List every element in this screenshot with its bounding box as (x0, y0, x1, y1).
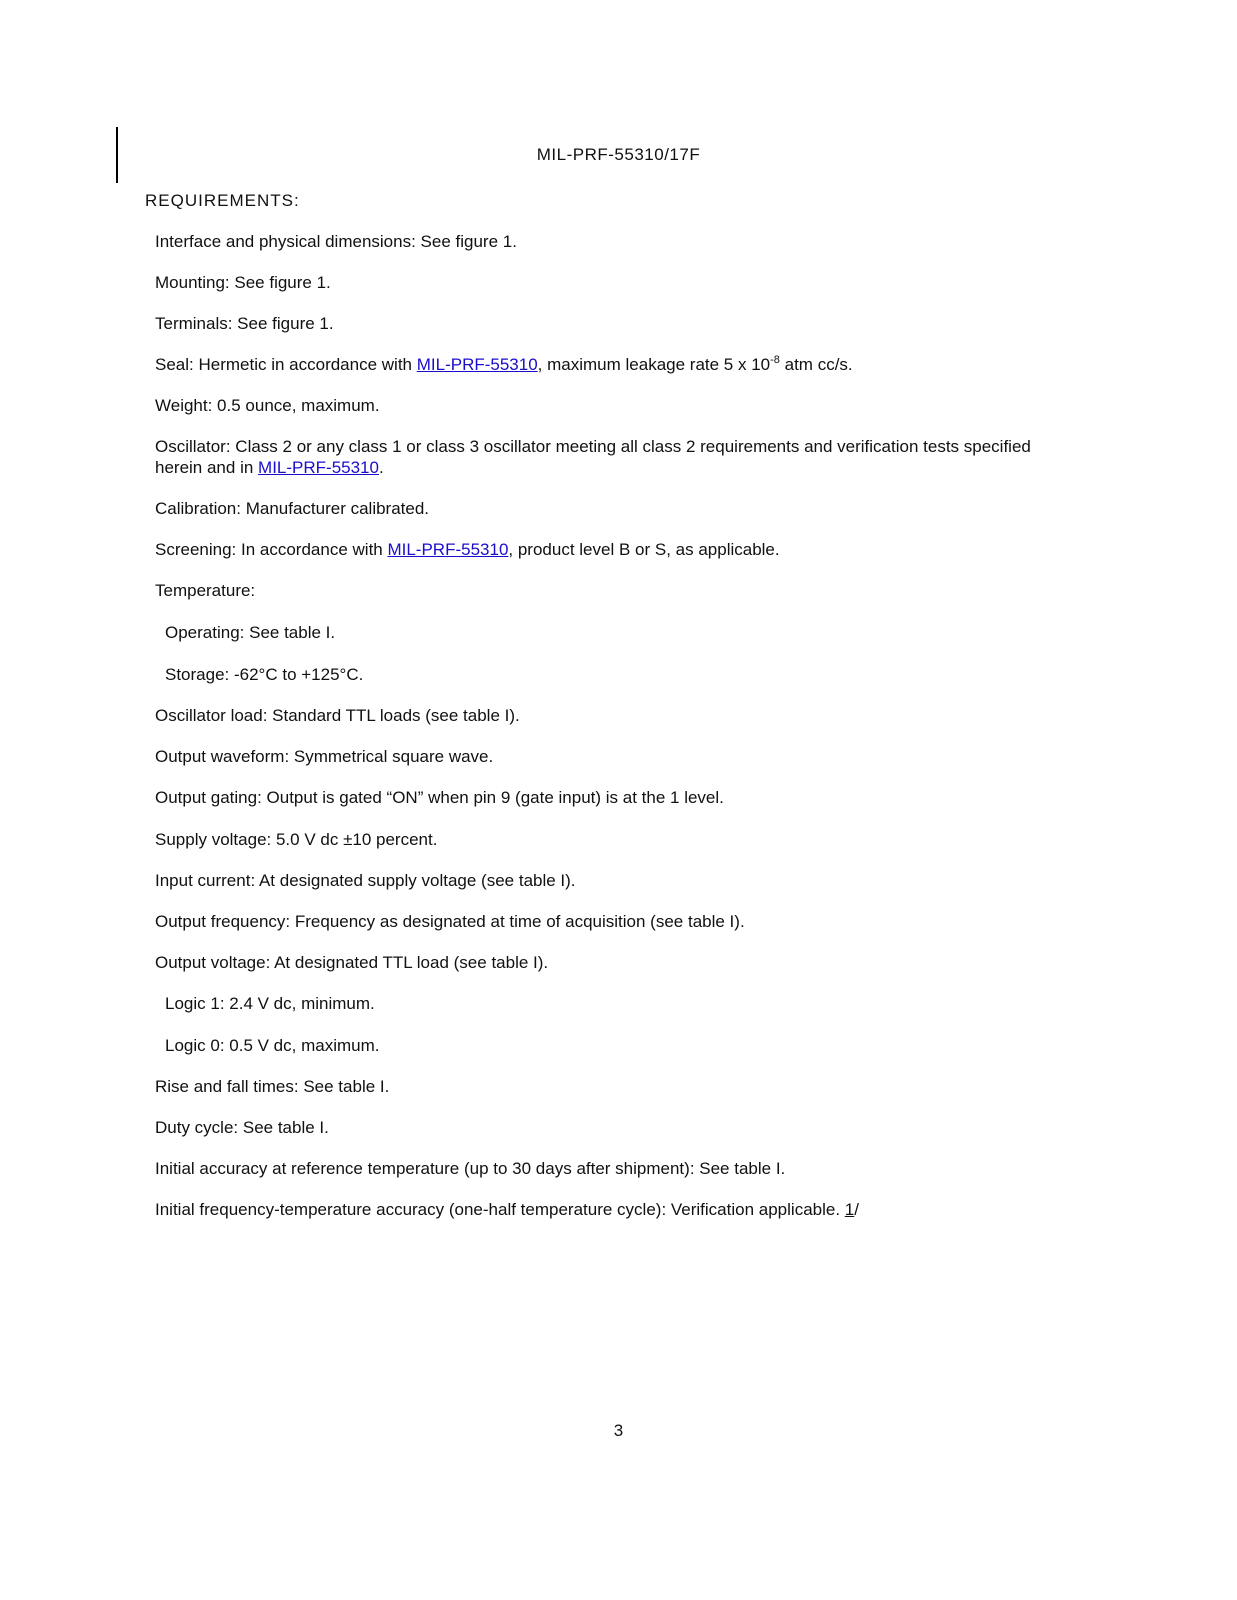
req-interface: Interface and physical dimensions: See figure 1. (155, 232, 517, 251)
initial-freq-temp-text: Initial frequency-temperature accuracy (one-half temperature cycle): Verification applicable. (155, 1200, 845, 1219)
req-temperature: Temperature: (155, 581, 256, 600)
req-output-voltage: Output voltage: At designated TTL load (see table I). (155, 953, 549, 972)
req-seal (155, 354, 1055, 375)
req-logic-1: Logic 1: 2.4 V dc, minimum. (165, 994, 375, 1013)
seal-middle: , maximum leakage rate 5 x 10 (537, 355, 771, 374)
req-operating: Operating: See table I. (165, 623, 336, 642)
screening-spec-link[interactable]: MIL-PRF-55310 (387, 540, 509, 559)
footnote-number: 1 (844, 1200, 855, 1219)
req-rise-fall-times: Rise and fall times: See table I. (155, 1077, 390, 1096)
req-weight: Weight: 0.5 ounce, maximum. (155, 396, 380, 415)
oscillator-suffix: . (378, 458, 384, 477)
req-screening (155, 539, 1055, 560)
req-output-waveform: Output waveform: Symmetrical square wave. (155, 747, 494, 766)
req-initial-freq-temp (155, 1199, 1055, 1220)
seal-suffix: atm cc/s. (779, 355, 853, 374)
oscillator-prefix: Oscillator: Class 2 or any class 1 or class 3 oscillator meeting all class 2 requirements and verification tests specified herein and in (155, 437, 1031, 477)
seal-prefix: Seal: Hermetic in accordance with (155, 355, 417, 374)
req-input-current: Input current: At designated supply voltage (see table I). (155, 871, 576, 890)
document-id-header: MIL-PRF-55310/17F (536, 145, 701, 164)
footnote-slash: / (854, 1200, 859, 1219)
req-oscillator (155, 436, 1055, 478)
page-number: 3 (613, 1421, 624, 1440)
req-calibration: Calibration: Manufacturer calibrated. (155, 499, 430, 518)
seal-spec-link[interactable]: MIL-PRF-55310 (416, 355, 538, 374)
req-duty-cycle: Duty cycle: See table I. (155, 1118, 329, 1137)
req-mounting: Mounting: See figure 1. (155, 273, 331, 292)
req-logic-0: Logic 0: 0.5 V dc, maximum. (165, 1036, 380, 1055)
req-output-gating: Output gating: Output is gated “ON” when pin 9 (gate input) is at the 1 level. (155, 788, 724, 807)
oscillator-spec-link[interactable]: MIL-PRF-55310 (258, 458, 379, 477)
req-storage: Storage: -62°C to +125°C. (165, 665, 364, 684)
req-initial-accuracy: Initial accuracy at reference temperature (up to 30 days after shipment): See table I. (155, 1159, 786, 1178)
req-terminals: Terminals: See figure 1. (155, 314, 334, 333)
screening-suffix: , product level B or S, as applicable. (508, 540, 780, 559)
req-supply-voltage: Supply voltage: 5.0 V dc ±10 percent. (155, 830, 438, 849)
seal-exponent: -8 (770, 354, 780, 366)
req-oscillator-load: Oscillator load: Standard TTL loads (see table I). (155, 706, 520, 725)
screening-prefix: Screening: In accordance with (155, 540, 388, 559)
section-heading: REQUIREMENTS: (145, 191, 300, 210)
req-output-frequency: Output frequency: Frequency as designated at time of acquisition (see table I). (155, 912, 745, 931)
